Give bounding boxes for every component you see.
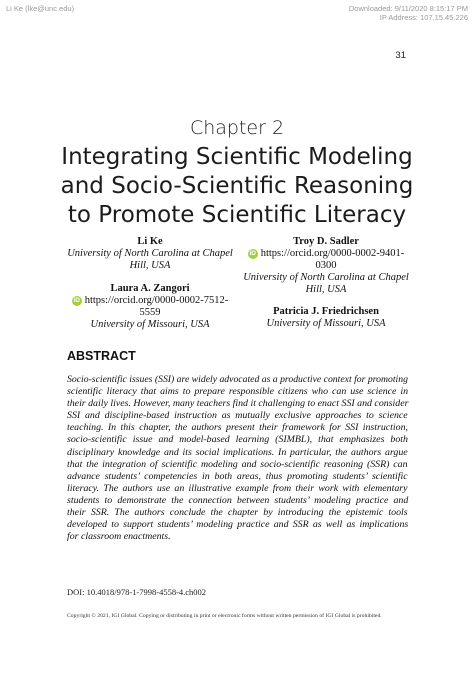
orcid-icon: iD <box>249 250 256 257</box>
author-affiliation: University of Missouri, USA <box>266 318 386 329</box>
orcid-url-continued[interactable]: 5559 <box>139 307 161 318</box>
author-affiliation: Hill, USA <box>305 284 347 295</box>
abstract-line: developed to support students’ modeling practice and SSR as well as implications <box>67 519 409 531</box>
download-user-header: Li Ke (lke@unc.edu) <box>6 4 75 13</box>
chapter-title <box>40 143 434 230</box>
chapter-label: Chapter 2 <box>189 117 285 139</box>
abstract-body <box>67 374 408 543</box>
abstract-line: SSI and discipline-based instruction as mutually exclusive approaches to science <box>67 410 408 422</box>
abstract-line: literacy. The authors use an illustrative example from their work with elementary <box>67 482 408 494</box>
abstract-line: socio-scientific issue and model-based learning (SIMBL), that emphasizes both <box>67 434 408 446</box>
author-block-patricia-friedrichsen <box>240 306 412 330</box>
abstract-line: advance students’ competencies in both areas, thus promoting students’ scientific <box>67 470 408 482</box>
orcid-url[interactable]: https://orcid.org/0000-0002-9401- <box>260 248 405 259</box>
abstract-line: students to demonstrate the connection between students’ modeling practice and <box>67 494 409 506</box>
author-affiliation: University of North Carolina at Chapel <box>243 272 409 283</box>
download-info-header <box>349 4 468 22</box>
author-name: Li Ke <box>137 236 163 247</box>
author-block-troy-sadler <box>240 236 412 296</box>
author-block-li-ke <box>64 236 236 272</box>
orcid-link[interactable] <box>64 295 236 307</box>
abstract-line: Socio-scientific issues (SSI) are widely advocated as a productive context for promoting <box>67 374 408 385</box>
abstract-line: that the integration of scientific modeling and socio-scientific reasoning (SSR) can <box>67 458 408 470</box>
author-affiliation: University of North Carolina at Chapel <box>67 248 233 259</box>
orcid-link[interactable] <box>240 248 412 260</box>
author-name: Laura A. Zangori <box>110 283 190 294</box>
orcid-url-continued[interactable]: 0300 <box>315 260 337 271</box>
download-timestamp: Downloaded: 9/11/2020 8:15:17 PM <box>348 4 468 13</box>
orcid-url[interactable]: https://orcid.org/0000-0002-7512- <box>84 295 229 306</box>
title-line: and Socio-Scientific Reasoning <box>60 173 414 199</box>
copyright-notice: Copyright © 2021, IGI Global. Copying or distributing in print or electronic forms without written permission of IGI Global is prohibited. <box>67 613 382 619</box>
author-name: Troy D. Sadler <box>293 236 359 247</box>
abstract-line: teaching. In this chapter, the authors present their framework for SSI instruction, <box>67 422 408 434</box>
abstract-line: their SSR. The authors conclude the chapter by introducing the epistemic tools <box>67 507 408 519</box>
orcid-icon: iD <box>73 297 80 304</box>
author-name: Patricia J. Friedrichsen <box>273 306 379 317</box>
author-affiliation: Hill, USA <box>129 260 171 271</box>
author-block-laura-zangori <box>64 283 236 331</box>
abstract-line: for classroom enactments. <box>67 531 171 543</box>
title-line: Integrating Scientific Modeling <box>61 144 413 170</box>
abstract-line: their daily lives. However, many teachers find it challenging to enact SSI and consider <box>67 398 409 410</box>
title-line: to Promote Scientific Literacy <box>67 202 407 228</box>
abstract-heading: ABSTRACT <box>67 349 136 363</box>
author-affiliation: University of Missouri, USA <box>90 319 210 330</box>
abstract-line: scientific literacy that aims to prepare responsible citizens who can use science in <box>67 386 409 398</box>
page-number: 31 <box>395 50 406 61</box>
ip-address: IP Address: 107.15.45.226 <box>379 13 468 22</box>
doi[interactable]: DOI: 10.4018/978-1-7998-4558-4.ch002 <box>67 587 207 597</box>
abstract-line: disciplinary knowledge and its social implications. In particular, the authors argue <box>67 446 408 458</box>
